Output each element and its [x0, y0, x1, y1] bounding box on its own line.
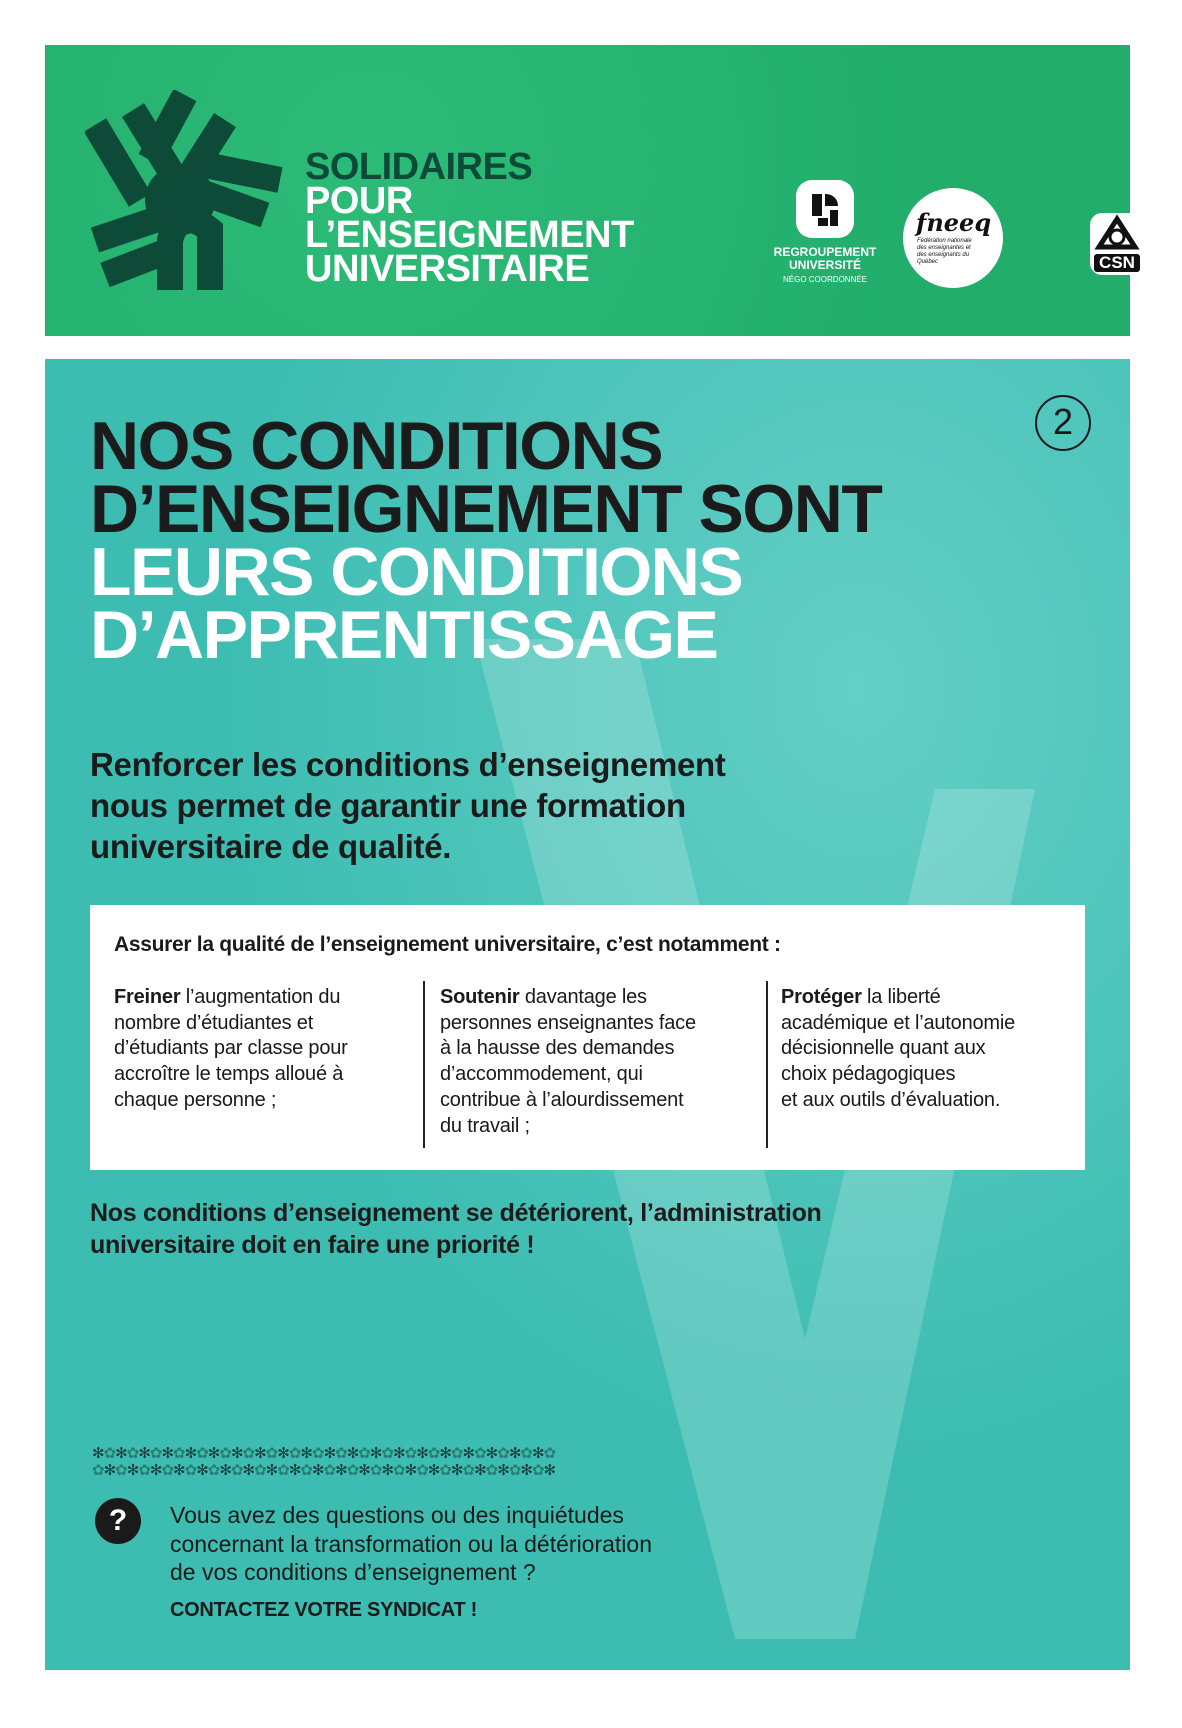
main-panel: [45, 359, 1130, 1670]
brand-line: L’ENSEIGNEMENT: [305, 214, 634, 256]
box-column-proteger: [781, 985, 1015, 1114]
question-line: de vos conditions d’enseignement ?: [170, 1559, 536, 1585]
column-line: la liberté: [861, 986, 941, 1008]
column-line: contribue à l’alourdissement: [440, 1088, 684, 1111]
asterisk-glyph-icon: ✻: [300, 1445, 312, 1462]
asterisk-glyph-icon: ✻: [311, 1462, 324, 1479]
question-text: [170, 1501, 652, 1587]
flower-glyph-icon: ✿: [520, 1445, 532, 1462]
flower-glyph-icon: ✿: [219, 1445, 231, 1462]
flower-glyph-icon: ✿: [497, 1445, 509, 1462]
title-line: D’ENSEIGNEMENT SONT: [90, 471, 882, 547]
decorative-pattern: [92, 1445, 792, 1479]
page-number-badge: 2: [1035, 395, 1091, 451]
asterisk-glyph-icon: ✻: [173, 1462, 185, 1479]
asterisk-glyph-icon: ✻: [404, 1462, 417, 1479]
contact-union-cta: CONTACTEZ VOTRE SYNDICAT !: [170, 1599, 478, 1621]
flower-glyph-icon: ✿: [323, 1462, 336, 1479]
regroupement-universite-logo: [755, 180, 895, 284]
asterisk-glyph-icon: ✻: [335, 1462, 347, 1479]
column-line: choix pédagogiques: [781, 1063, 956, 1086]
question-icon: ?: [95, 1498, 141, 1544]
flower-glyph-icon: ✿: [335, 1445, 347, 1462]
flower-glyph-icon: ✿: [300, 1462, 312, 1479]
page-title: [90, 408, 882, 673]
asterisk-glyph-icon: ✻: [196, 1462, 208, 1479]
statement-line: Nos conditions d’enseignement se détériorent, l’administration: [90, 1199, 822, 1227]
asterisk-glyph-icon: ✻: [230, 1445, 243, 1462]
asterisk-glyph-icon: ✻: [543, 1462, 556, 1479]
subtitle-line: universitaire de qualité.: [90, 828, 452, 865]
partner-label: UNIVERSITÉ: [788, 258, 861, 272]
flower-glyph-icon: ✿: [126, 1445, 139, 1462]
flower-glyph-icon: ✿: [381, 1445, 394, 1462]
asterisk-glyph-icon: ✻: [161, 1445, 174, 1462]
asterisk-glyph-icon: ✻: [126, 1462, 139, 1479]
column-line: accroître le temps alloué à: [114, 1063, 344, 1086]
flower-glyph-icon: ✿: [404, 1445, 417, 1462]
box-heading: Assurer la qualité de l’enseignement universitaire, c’est notamment :: [114, 933, 781, 956]
flower-glyph-icon: ✿: [161, 1462, 174, 1479]
column-divider: [423, 981, 425, 1148]
flower-glyph-icon: ✿: [196, 1445, 208, 1462]
flower-glyph-icon: ✿: [462, 1462, 475, 1479]
flower-glyph-icon: ✿: [207, 1462, 220, 1479]
asterisk-glyph-icon: ✻: [149, 1462, 162, 1479]
fneeq-wordmark: fneeq: [916, 208, 992, 237]
asterisk-glyph-icon: ✻: [323, 1445, 336, 1462]
csn-knot-icon: [1090, 213, 1144, 253]
column-line: académique et l’autonomie: [781, 1011, 1016, 1034]
flower-glyph-icon: ✿: [508, 1462, 521, 1479]
asterisk-glyph-icon: ✻: [184, 1445, 197, 1462]
flower-glyph-icon: ✿: [277, 1462, 289, 1479]
asterisk-glyph-icon: ✻: [393, 1445, 405, 1462]
flower-glyph-icon: ✿: [393, 1462, 405, 1479]
column-keyword: Protéger: [781, 986, 862, 1008]
flower-glyph-icon: ✿: [439, 1462, 451, 1479]
partner-label: REGROUPEMENT: [773, 245, 877, 259]
asterisk-glyph-icon: ✻: [277, 1445, 289, 1462]
asterisk-glyph-icon: ✻: [265, 1462, 278, 1479]
csn-logo: [1090, 213, 1144, 275]
asterisk-glyph-icon: ✻: [358, 1462, 370, 1479]
title-line: NOS CONDITIONS: [90, 408, 663, 484]
flower-glyph-icon: ✿: [369, 1462, 382, 1479]
brand-line: POUR: [305, 180, 413, 222]
column-line: personnes enseignantes face: [440, 1011, 696, 1034]
flower-glyph-icon: ✿: [416, 1462, 428, 1479]
flower-glyph-icon: ✿: [242, 1445, 255, 1462]
column-line: du travail ;: [440, 1114, 530, 1137]
asterisk-glyph-icon: ✻: [381, 1462, 394, 1479]
flower-glyph-icon: ✿: [103, 1445, 116, 1462]
flower-glyph-icon: ✿: [450, 1445, 463, 1462]
flower-glyph-icon: ✿: [254, 1462, 266, 1479]
asterisk-glyph-icon: ✻: [427, 1462, 440, 1479]
brand-line: UNIVERSITAIRE: [305, 248, 590, 290]
partner-label: NÉGO COORDONNÉE: [782, 275, 867, 284]
column-keyword: Freiner: [114, 986, 181, 1008]
asterisk-glyph-icon: ✻: [474, 1462, 486, 1479]
statement-line: universitaire doit en faire une priorité !: [90, 1231, 535, 1259]
csn-wordmark: CSN: [1094, 254, 1140, 272]
box-column-soutenir: [440, 985, 696, 1139]
flower-glyph-icon: ✿: [288, 1445, 301, 1462]
pattern-row: [92, 1445, 792, 1462]
flower-glyph-icon: ✿: [543, 1445, 556, 1462]
flower-glyph-icon: ✿: [184, 1462, 197, 1479]
solidaires-logo-icon: [85, 90, 285, 290]
asterisk-glyph-icon: ✻: [439, 1445, 451, 1462]
flower-glyph-icon: ✿: [173, 1445, 185, 1462]
flower-glyph-icon: ✿: [358, 1445, 370, 1462]
asterisk-glyph-icon: ✻: [288, 1462, 301, 1479]
column-line: nombre d’étudiantes et: [114, 1011, 314, 1034]
subtitle-line: Renforcer les conditions d’enseignement: [90, 746, 726, 783]
box-column-freiner: [114, 985, 348, 1114]
column-line: chaque personne ;: [114, 1088, 277, 1111]
title-line: D’APPRENTISSAGE: [90, 597, 718, 673]
column-line: l’augmentation du: [180, 986, 341, 1008]
quality-box: [90, 905, 1085, 1170]
asterisk-glyph-icon: ✻: [485, 1445, 498, 1462]
asterisk-glyph-icon: ✻: [115, 1445, 127, 1462]
fneeq-subtitle: Fédération nationale des enseignantes et des enseignants du Québec: [917, 238, 972, 265]
column-line: à la hausse des demandes: [440, 1037, 675, 1060]
flower-glyph-icon: ✿: [149, 1445, 162, 1462]
header-banner: [45, 45, 1135, 336]
asterisk-glyph-icon: ✻: [369, 1445, 382, 1462]
asterisk-glyph-icon: ✻: [450, 1462, 463, 1479]
asterisk-glyph-icon: ✻: [242, 1462, 255, 1479]
flower-glyph-icon: ✿: [531, 1462, 544, 1479]
asterisk-glyph-icon: ✻: [207, 1445, 220, 1462]
asterisk-glyph-icon: ✻: [254, 1445, 266, 1462]
flower-glyph-icon: ✿: [346, 1462, 359, 1479]
column-line: décisionnelle quant aux: [781, 1037, 986, 1060]
asterisk-glyph-icon: ✻: [520, 1462, 532, 1479]
asterisk-glyph-icon: ✻: [416, 1445, 428, 1462]
flower-glyph-icon: ✿: [115, 1462, 127, 1479]
column-divider: [766, 981, 768, 1148]
flower-glyph-icon: ✿: [230, 1462, 243, 1479]
brand-line: SOLIDAIRES: [305, 146, 533, 188]
asterisk-glyph-icon: ✻: [346, 1445, 359, 1462]
asterisk-glyph-icon: ✻: [508, 1445, 521, 1462]
flower-glyph-icon: ✿: [311, 1445, 324, 1462]
asterisk-glyph-icon: ✻: [103, 1462, 116, 1479]
asterisk-glyph-icon: ✻: [138, 1445, 150, 1462]
flower-glyph-icon: ✿: [138, 1462, 150, 1479]
title-line: LEURS CONDITIONS: [90, 534, 743, 610]
subtitle-line: nous permet de garantir une formation: [90, 787, 686, 824]
question-line: concernant la transformation ou la détérioration: [170, 1530, 653, 1557]
asterisk-glyph-icon: ✻: [497, 1462, 509, 1479]
flower-glyph-icon: ✿: [427, 1445, 440, 1462]
column-line: d’accommodement, qui: [440, 1063, 643, 1086]
fneeq-logo: [903, 188, 1003, 288]
flower-glyph-icon: ✿: [92, 1462, 104, 1479]
pattern-row: [92, 1462, 792, 1479]
asterisk-glyph-icon: ✻: [92, 1445, 104, 1462]
priority-statement: [90, 1197, 822, 1261]
asterisk-glyph-icon: ✻: [462, 1445, 475, 1462]
asterisk-glyph-icon: ✻: [219, 1462, 231, 1479]
column-keyword: Soutenir: [440, 986, 520, 1008]
column-line: et aux outils d’évaluation.: [781, 1088, 1001, 1111]
regroupement-mark-icon: [796, 180, 854, 238]
column-line: davantage les: [519, 986, 647, 1008]
question-line: Vous avez des questions ou des inquiétudes: [170, 1502, 624, 1528]
flower-glyph-icon: ✿: [265, 1445, 278, 1462]
asterisk-glyph-icon: ✻: [531, 1445, 544, 1462]
column-line: d’étudiants par classe pour: [114, 1037, 348, 1060]
flower-glyph-icon: ✿: [474, 1445, 486, 1462]
subtitle: [90, 744, 890, 867]
flower-glyph-icon: ✿: [485, 1462, 498, 1479]
brand-wordmark: [305, 146, 634, 290]
